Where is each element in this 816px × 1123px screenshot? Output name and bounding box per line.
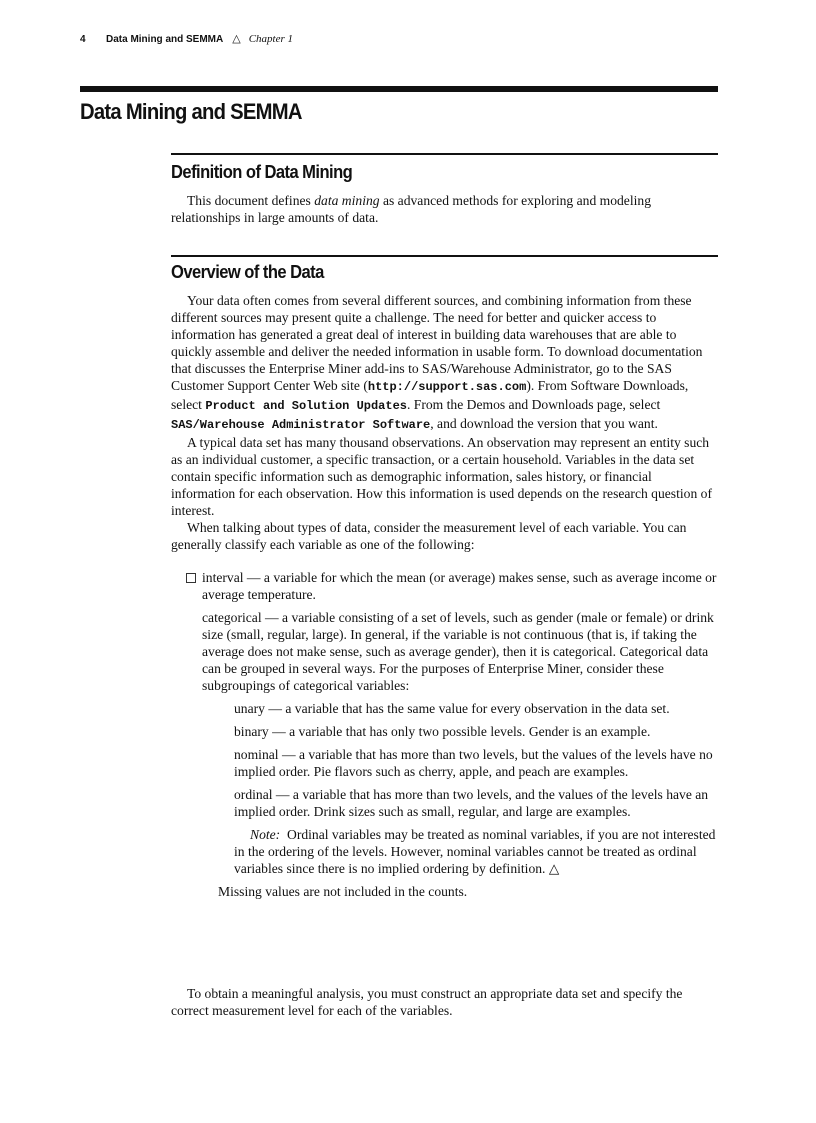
support-url[interactable]: http://support.sas.com xyxy=(367,380,527,394)
note-label: Note: xyxy=(250,827,281,842)
note-text: Ordinal variables may be treated as nominal variables, if you are not interested in the ordering of the levels. However, nominal variables cannot be treated as ordinal variables since there is no implied ordering by definition. xyxy=(234,827,716,876)
definition-paragraph: This document defines data mining as advanced methods for exploring and modeling relationships in large amounts of data. xyxy=(171,193,651,225)
page-number: 4 xyxy=(80,34,86,45)
section-heading-overview: Overview of the Data xyxy=(171,262,324,282)
overview-body xyxy=(171,292,718,553)
note-end-triangle-icon: △ xyxy=(548,861,560,876)
missing-values-text: Missing values are not included in the counts. xyxy=(218,884,468,899)
sublist-item-binary: binary — a variable that has only two possible levels. Gender is an example. xyxy=(234,724,651,739)
section-rule-overview xyxy=(171,255,718,257)
running-head xyxy=(80,32,293,45)
chapter-label: Chapter 1 xyxy=(248,33,294,45)
sublist-item-ordinal: ordinal — a variable that has more than two levels, and the values of the levels have an implied order. Drink sizes such as small, regular, and large are examples. xyxy=(234,787,709,819)
list-item-categorical: categorical — a variable consisting of a set of levels, such as gender (male or female) or drink size (small, regular, large). In general, if the variable is not continuous (that is, if taking the average does not make sense, such as average gender), then it is categorical. Categorical data can be grouped in several ways. For the purposes of Enterprise Miner, consider these subgroupings of categorical variables: xyxy=(202,610,714,693)
definition-body xyxy=(171,192,718,226)
sublist-item-nominal: nominal — a variable that has more than two levels, but the values of the levels have no implied order. Pie flavors such as cherry, apple, and peach are examples. xyxy=(234,747,713,779)
running-title: Data Mining and SEMMA xyxy=(106,34,224,45)
code-warehouse-admin-software: SAS/Warehouse Administrator Software xyxy=(171,418,431,432)
overview-paragraph-3: When talking about types of data, consider the measurement level of each variable. You can generally classify each variable as one of the following: xyxy=(171,520,687,552)
bullet-square-icon xyxy=(186,573,196,583)
list-item-interval: interval — a variable for which the mean (or average) makes sense, such as average income or average temperature. xyxy=(171,569,718,603)
triangle-separator-icon: △ xyxy=(232,33,241,45)
section-rule-definition xyxy=(171,153,718,155)
section-heading-definition: Definition of Data Mining xyxy=(171,162,353,182)
sublist-item-unary: unary — a variable that has the same value for every observation in the data set. xyxy=(234,701,670,716)
chapter-heading: Data Mining and SEMMA xyxy=(80,99,302,124)
code-product-solution-updates: Product and Solution Updates xyxy=(205,399,407,413)
closing-paragraph-block xyxy=(171,985,718,1019)
note-block xyxy=(171,826,718,877)
term-data-mining: data mining xyxy=(314,193,380,208)
overview-paragraph-2: A typical data set has many thousand observations. An observation may represent an entity such as an individual customer, a specific transaction, or a certain household. Variables in the data set contain specific information such as demographic information, sales history, or financial information for each observation. How this information is used depends on the research question of interest. xyxy=(171,435,712,518)
chapter-top-rule xyxy=(80,86,718,92)
closing-paragraph: To obtain a meaningful analysis, you must construct an appropriate data set and specify the correct measurement level for each of the variables. xyxy=(171,986,683,1018)
overview-paragraph-1: Your data often comes from several different sources, and combining information from these different sources may present quite a challenge. The need for better and quicker access to information has generated a great deal of interest in building data warehouses that are able to quickly assemble and deliver the needed information in usable form. To download documentation that discusses the Enterprise Miner add-ins to SAS/Warehouse Administrator, go to the SAS Customer Support Center Web site (http://support.sas.com). From Software Downloads, select Product and Solution Updates. From the Demos and Downloads page, select SAS/Warehouse Administrator Software, and download the version that you want. xyxy=(171,293,703,432)
measurement-level-list xyxy=(171,569,718,900)
